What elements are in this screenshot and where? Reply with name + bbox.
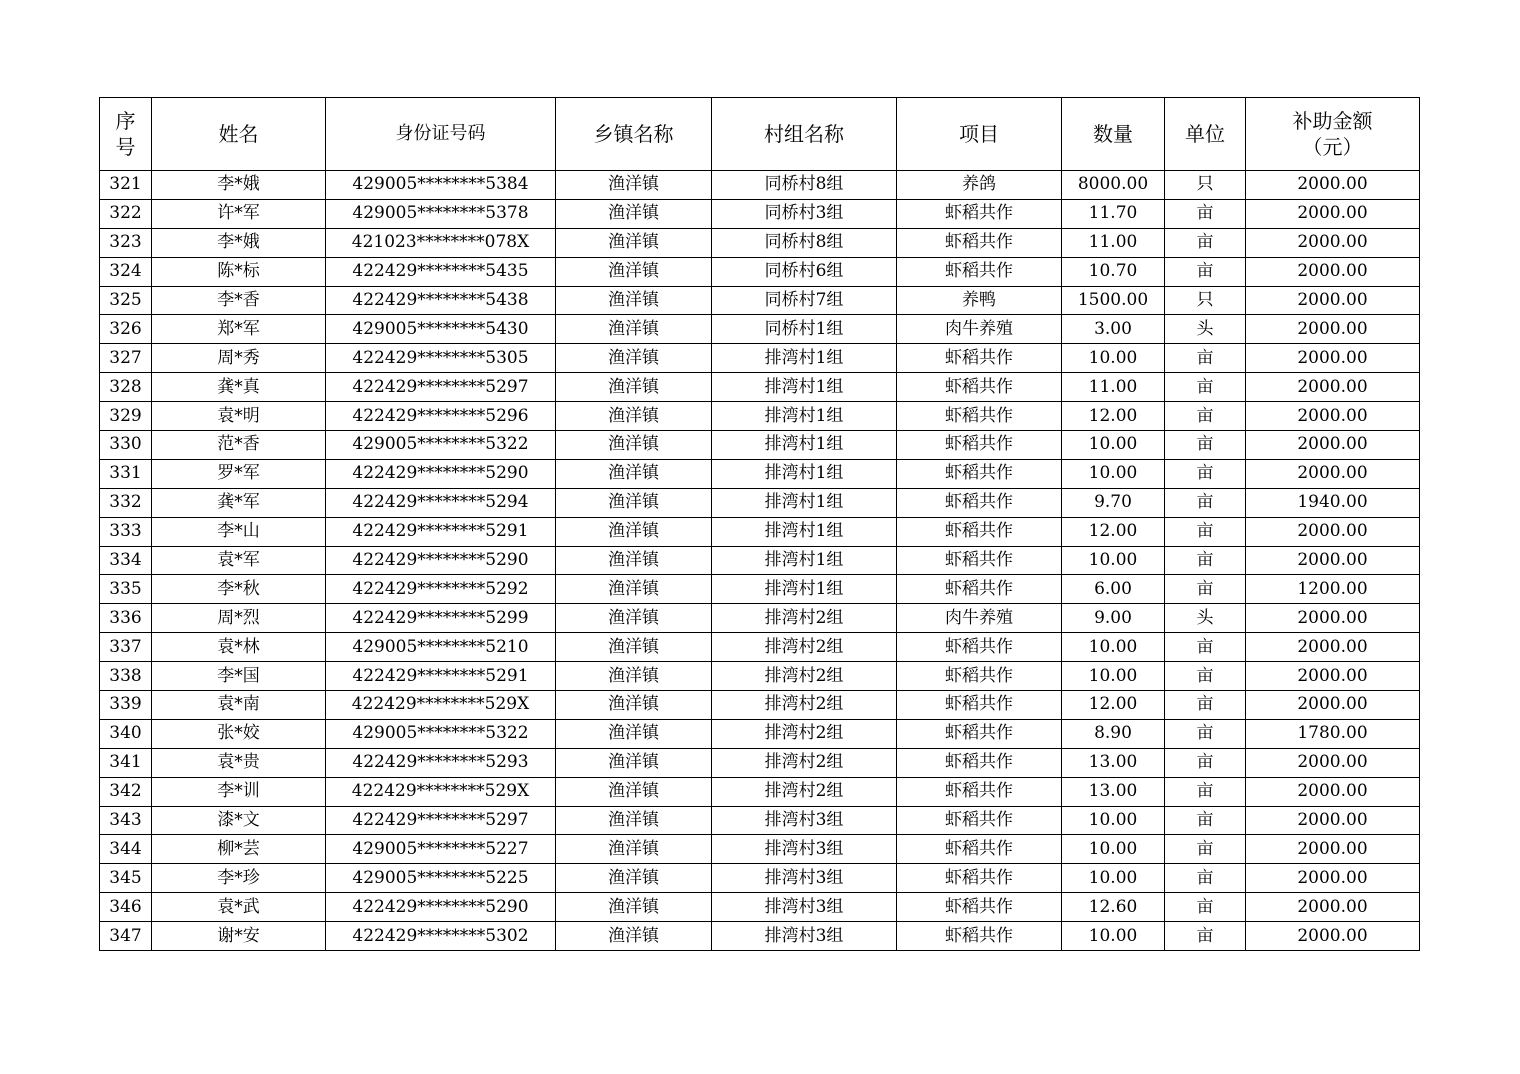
cell-quantity: 1500.00 [1062,286,1165,315]
cell-village: 排湾村1组 [712,344,897,373]
table-row [100,459,1420,488]
cell-name: 李*娥 [152,228,326,257]
cell-seq: 337 [100,633,152,662]
cell-town: 渔洋镇 [556,835,712,864]
cell-seq: 333 [100,517,152,546]
cell-town: 渔洋镇 [556,633,712,662]
cell-quantity: 10.00 [1062,459,1165,488]
cell-unit: 亩 [1165,517,1246,546]
cell-village: 排湾村1组 [712,373,897,402]
cell-id-number: 422429********5291 [326,662,556,691]
table-row [100,922,1420,951]
cell-project: 虾稻共作 [897,257,1062,286]
cell-quantity: 6.00 [1062,575,1165,604]
cell-amount: 2000.00 [1246,546,1420,575]
cell-seq: 345 [100,864,152,893]
cell-unit: 亩 [1165,199,1246,228]
cell-unit: 亩 [1165,546,1246,575]
cell-amount: 2000.00 [1246,864,1420,893]
table-row [100,777,1420,806]
cell-town: 渔洋镇 [556,402,712,431]
cell-name: 李*秋 [152,575,326,604]
cell-amount: 2000.00 [1246,431,1420,460]
cell-project: 虾稻共作 [897,893,1062,922]
cell-amount: 2000.00 [1246,257,1420,286]
cell-name: 柳*芸 [152,835,326,864]
cell-town: 渔洋镇 [556,171,712,200]
cell-unit: 亩 [1165,777,1246,806]
cell-project: 虾稻共作 [897,691,1062,720]
cell-unit: 亩 [1165,228,1246,257]
cell-name: 李*训 [152,777,326,806]
cell-village: 同桥村8组 [712,171,897,200]
header-project: 项目 [897,98,1062,171]
cell-id-number: 429005********5225 [326,864,556,893]
cell-seq: 346 [100,893,152,922]
cell-amount: 2000.00 [1246,373,1420,402]
cell-seq: 341 [100,748,152,777]
cell-id-number: 422429********5299 [326,604,556,633]
cell-name: 袁*南 [152,691,326,720]
cell-id-number: 429005********5322 [326,719,556,748]
cell-amount: 2000.00 [1246,459,1420,488]
cell-quantity: 12.00 [1062,402,1165,431]
cell-town: 渔洋镇 [556,373,712,402]
table-row [100,402,1420,431]
cell-id-number: 429005********5384 [326,171,556,200]
cell-seq: 323 [100,228,152,257]
table-row [100,604,1420,633]
cell-project: 虾稻共作 [897,633,1062,662]
table-row [100,893,1420,922]
cell-id-number: 421023********078X [326,228,556,257]
cell-town: 渔洋镇 [556,864,712,893]
cell-seq: 336 [100,604,152,633]
cell-village: 排湾村2组 [712,748,897,777]
cell-village: 排湾村3组 [712,864,897,893]
table-row [100,691,1420,720]
cell-seq: 329 [100,402,152,431]
table-row [100,228,1420,257]
cell-id-number: 429005********5378 [326,199,556,228]
cell-amount: 2000.00 [1246,777,1420,806]
cell-project: 虾稻共作 [897,922,1062,951]
cell-town: 渔洋镇 [556,517,712,546]
cell-village: 同桥村1组 [712,315,897,344]
cell-amount: 2000.00 [1246,604,1420,633]
cell-village: 排湾村2组 [712,604,897,633]
cell-id-number: 422429********529X [326,691,556,720]
cell-name: 袁*贵 [152,748,326,777]
cell-amount: 2000.00 [1246,199,1420,228]
cell-town: 渔洋镇 [556,257,712,286]
cell-village: 排湾村2组 [712,662,897,691]
cell-id-number: 422429********5438 [326,286,556,315]
cell-unit: 亩 [1165,459,1246,488]
cell-id-number: 422429********5293 [326,748,556,777]
cell-project: 虾稻共作 [897,459,1062,488]
cell-id-number: 422429********5296 [326,402,556,431]
cell-name: 袁*军 [152,546,326,575]
cell-unit: 亩 [1165,488,1246,517]
cell-town: 渔洋镇 [556,315,712,344]
cell-amount: 2000.00 [1246,893,1420,922]
cell-quantity: 9.70 [1062,488,1165,517]
cell-amount: 2000.00 [1246,286,1420,315]
cell-town: 渔洋镇 [556,575,712,604]
cell-project: 虾稻共作 [897,575,1062,604]
cell-amount: 2000.00 [1246,806,1420,835]
table-row [100,864,1420,893]
cell-project: 虾稻共作 [897,517,1062,546]
cell-village: 排湾村3组 [712,922,897,951]
cell-name: 周*烈 [152,604,326,633]
cell-quantity: 11.00 [1062,373,1165,402]
cell-amount: 2000.00 [1246,171,1420,200]
cell-seq: 331 [100,459,152,488]
table-row [100,517,1420,546]
subsidy-table [99,97,1420,951]
cell-amount: 2000.00 [1246,835,1420,864]
table-row [100,199,1420,228]
cell-id-number: 422429********5291 [326,517,556,546]
cell-name: 袁*林 [152,633,326,662]
table-row [100,171,1420,200]
table-header [100,98,1420,171]
cell-project: 虾稻共作 [897,402,1062,431]
cell-project: 肉牛养殖 [897,604,1062,633]
cell-quantity: 3.00 [1062,315,1165,344]
cell-unit: 头 [1165,604,1246,633]
cell-project: 虾稻共作 [897,662,1062,691]
cell-id-number: 422429********5290 [326,893,556,922]
cell-quantity: 12.00 [1062,691,1165,720]
cell-id-number: 422429********5290 [326,459,556,488]
cell-project: 虾稻共作 [897,546,1062,575]
cell-amount: 2000.00 [1246,402,1420,431]
cell-id-number: 429005********5227 [326,835,556,864]
cell-quantity: 11.70 [1062,199,1165,228]
cell-unit: 亩 [1165,748,1246,777]
table-row [100,315,1420,344]
cell-quantity: 10.00 [1062,806,1165,835]
cell-village: 排湾村2组 [712,633,897,662]
table-row [100,662,1420,691]
cell-unit: 亩 [1165,893,1246,922]
cell-seq: 342 [100,777,152,806]
header-town: 乡镇名称 [556,98,712,171]
cell-quantity: 13.00 [1062,748,1165,777]
cell-unit: 亩 [1165,864,1246,893]
cell-project: 虾稻共作 [897,835,1062,864]
cell-village: 排湾村2组 [712,719,897,748]
cell-amount: 2000.00 [1246,691,1420,720]
cell-village: 排湾村1组 [712,488,897,517]
cell-project: 肉牛养殖 [897,315,1062,344]
cell-seq: 322 [100,199,152,228]
cell-unit: 亩 [1165,431,1246,460]
cell-quantity: 10.00 [1062,546,1165,575]
cell-project: 虾稻共作 [897,344,1062,373]
cell-name: 李*珍 [152,864,326,893]
cell-town: 渔洋镇 [556,546,712,575]
cell-name: 李*国 [152,662,326,691]
cell-quantity: 12.60 [1062,893,1165,922]
cell-quantity: 9.00 [1062,604,1165,633]
cell-project: 虾稻共作 [897,806,1062,835]
table-row [100,835,1420,864]
cell-village: 排湾村1组 [712,431,897,460]
cell-quantity: 10.00 [1062,864,1165,893]
header-row [100,98,1420,171]
cell-name: 漆*文 [152,806,326,835]
header-quantity: 数量 [1062,98,1165,171]
cell-unit: 亩 [1165,922,1246,951]
cell-unit: 亩 [1165,344,1246,373]
header-amount-line2: （元） [1302,135,1363,159]
cell-village: 排湾村1组 [712,546,897,575]
cell-name: 郑*军 [152,315,326,344]
cell-seq: 330 [100,431,152,460]
cell-seq: 321 [100,171,152,200]
header-name: 姓名 [152,98,326,171]
cell-seq: 325 [100,286,152,315]
cell-unit: 亩 [1165,373,1246,402]
cell-project: 虾稻共作 [897,373,1062,402]
cell-quantity: 10.00 [1062,633,1165,662]
header-amount [1246,98,1420,171]
cell-id-number: 422429********5292 [326,575,556,604]
cell-village: 排湾村1组 [712,459,897,488]
cell-town: 渔洋镇 [556,748,712,777]
cell-quantity: 8000.00 [1062,171,1165,200]
cell-quantity: 10.00 [1062,431,1165,460]
cell-project: 养鸭 [897,286,1062,315]
table-row [100,575,1420,604]
table-row [100,719,1420,748]
cell-project: 虾稻共作 [897,864,1062,893]
cell-village: 排湾村1组 [712,517,897,546]
cell-seq: 335 [100,575,152,604]
cell-seq: 328 [100,373,152,402]
cell-town: 渔洋镇 [556,719,712,748]
cell-project: 虾稻共作 [897,719,1062,748]
cell-id-number: 422429********5290 [326,546,556,575]
table-row [100,806,1420,835]
cell-unit: 只 [1165,286,1246,315]
cell-town: 渔洋镇 [556,893,712,922]
cell-unit: 亩 [1165,691,1246,720]
cell-town: 渔洋镇 [556,691,712,720]
cell-quantity: 13.00 [1062,777,1165,806]
cell-name: 龚*真 [152,373,326,402]
cell-name: 范*香 [152,431,326,460]
cell-id-number: 422429********5305 [326,344,556,373]
cell-name: 袁*武 [152,893,326,922]
cell-village: 排湾村3组 [712,806,897,835]
cell-amount: 2000.00 [1246,228,1420,257]
cell-unit: 亩 [1165,402,1246,431]
cell-quantity: 10.00 [1062,922,1165,951]
cell-project: 虾稻共作 [897,228,1062,257]
cell-id-number: 429005********5430 [326,315,556,344]
cell-amount: 2000.00 [1246,344,1420,373]
cell-name: 李*娥 [152,171,326,200]
table-row [100,488,1420,517]
table-body [100,171,1420,951]
cell-name: 龚*军 [152,488,326,517]
cell-project: 虾稻共作 [897,199,1062,228]
cell-id-number: 429005********5210 [326,633,556,662]
cell-town: 渔洋镇 [556,199,712,228]
cell-seq: 332 [100,488,152,517]
cell-id-number: 422429********529X [326,777,556,806]
cell-project: 虾稻共作 [897,488,1062,517]
cell-unit: 亩 [1165,575,1246,604]
cell-amount: 2000.00 [1246,633,1420,662]
cell-unit: 亩 [1165,257,1246,286]
table-row [100,344,1420,373]
cell-town: 渔洋镇 [556,806,712,835]
cell-town: 渔洋镇 [556,459,712,488]
table-row [100,633,1420,662]
cell-village: 同桥村3组 [712,199,897,228]
cell-name: 李*香 [152,286,326,315]
cell-village: 排湾村2组 [712,777,897,806]
cell-town: 渔洋镇 [556,604,712,633]
cell-seq: 327 [100,344,152,373]
cell-quantity: 10.00 [1062,662,1165,691]
cell-quantity: 10.00 [1062,344,1165,373]
header-unit: 单位 [1165,98,1246,171]
cell-name: 陈*标 [152,257,326,286]
cell-name: 许*军 [152,199,326,228]
cell-town: 渔洋镇 [556,922,712,951]
cell-name: 袁*明 [152,402,326,431]
cell-seq: 347 [100,922,152,951]
table-row [100,257,1420,286]
cell-quantity: 11.00 [1062,228,1165,257]
cell-town: 渔洋镇 [556,344,712,373]
cell-project: 虾稻共作 [897,748,1062,777]
cell-town: 渔洋镇 [556,228,712,257]
cell-quantity: 8.90 [1062,719,1165,748]
cell-id-number: 422429********5294 [326,488,556,517]
cell-village: 同桥村6组 [712,257,897,286]
cell-project: 虾稻共作 [897,777,1062,806]
cell-seq: 326 [100,315,152,344]
cell-unit: 只 [1165,171,1246,200]
table-row [100,286,1420,315]
header-amount-line1: 补助金额 [1292,109,1373,133]
cell-amount: 1940.00 [1246,488,1420,517]
cell-amount: 2000.00 [1246,662,1420,691]
cell-town: 渔洋镇 [556,488,712,517]
cell-name: 张*姣 [152,719,326,748]
cell-village: 同桥村8组 [712,228,897,257]
cell-quantity: 10.70 [1062,257,1165,286]
cell-project: 养鸽 [897,171,1062,200]
table-row [100,431,1420,460]
cell-quantity: 12.00 [1062,517,1165,546]
table-row [100,748,1420,777]
cell-unit: 亩 [1165,806,1246,835]
header-seq [100,98,152,171]
cell-amount: 2000.00 [1246,315,1420,344]
cell-quantity: 10.00 [1062,835,1165,864]
cell-amount: 1780.00 [1246,719,1420,748]
cell-amount: 2000.00 [1246,517,1420,546]
cell-village: 排湾村3组 [712,893,897,922]
cell-village: 排湾村3组 [712,835,897,864]
cell-seq: 334 [100,546,152,575]
cell-unit: 亩 [1165,662,1246,691]
cell-project: 虾稻共作 [897,431,1062,460]
cell-id-number: 422429********5435 [326,257,556,286]
cell-seq: 340 [100,719,152,748]
cell-id-number: 422429********5297 [326,373,556,402]
cell-name: 罗*军 [152,459,326,488]
cell-town: 渔洋镇 [556,777,712,806]
cell-town: 渔洋镇 [556,431,712,460]
header-seq-line2: 号 [115,135,136,159]
cell-village: 排湾村1组 [712,575,897,604]
cell-unit: 亩 [1165,719,1246,748]
cell-name: 周*秀 [152,344,326,373]
cell-name: 谢*安 [152,922,326,951]
header-id-number: 身份证号码 [326,98,556,171]
cell-seq: 343 [100,806,152,835]
cell-unit: 头 [1165,315,1246,344]
cell-seq: 338 [100,662,152,691]
cell-seq: 339 [100,691,152,720]
cell-seq: 344 [100,835,152,864]
cell-id-number: 422429********5297 [326,806,556,835]
cell-id-number: 429005********5322 [326,431,556,460]
header-seq-line1: 序 [115,109,136,133]
cell-unit: 亩 [1165,633,1246,662]
cell-amount: 2000.00 [1246,922,1420,951]
cell-amount: 1200.00 [1246,575,1420,604]
cell-unit: 亩 [1165,835,1246,864]
cell-village: 同桥村7组 [712,286,897,315]
cell-town: 渔洋镇 [556,662,712,691]
cell-town: 渔洋镇 [556,286,712,315]
cell-name: 李*山 [152,517,326,546]
cell-seq: 324 [100,257,152,286]
cell-amount: 2000.00 [1246,748,1420,777]
cell-id-number: 422429********5302 [326,922,556,951]
header-village: 村组名称 [712,98,897,171]
cell-village: 排湾村1组 [712,402,897,431]
table-row [100,373,1420,402]
table-row [100,546,1420,575]
cell-village: 排湾村2组 [712,691,897,720]
